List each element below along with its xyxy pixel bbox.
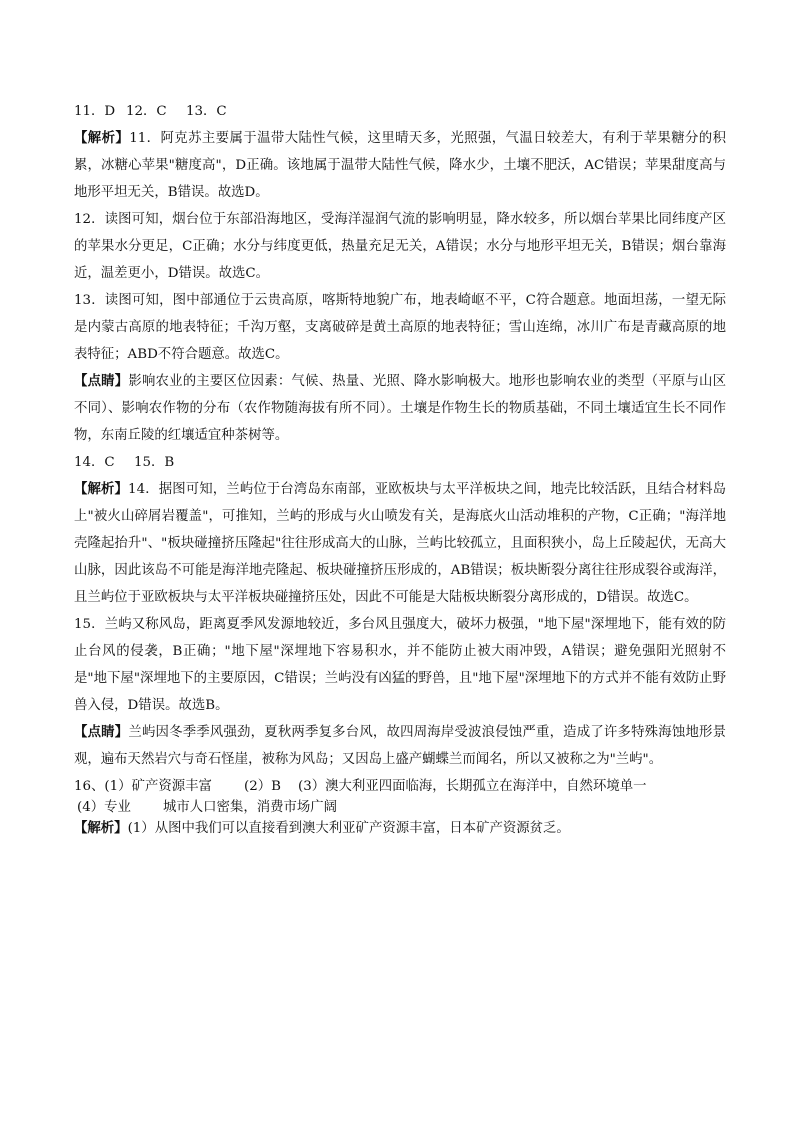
answer-16-4-reason: 城市人口密集，消费市场广阔	[163, 800, 338, 815]
answer-line-16b	[74, 797, 726, 818]
analysis-tag: 【解析】	[74, 820, 128, 836]
answer-16-4: (4）专业	[77, 800, 131, 815]
analysis-14: 【解析】14．据图可知，兰屿位于台湾岛东南部，亚欧板块与太平洋板块之间，地壳比较活跃，且结合材料岛上"被火山碎屑岩覆盖"，可推知，兰屿的形成与火山喷发有关，是海底火山活动堆积的产物，C正确；"海洋地壳隆起抬升"、"板块碰撞挤压隆起"往往形成高大的山脉，兰屿比较孤立，且面积狭小，岛上丘陵起伏，无高大山脉，因此该岛不可能是海洋地壳隆起、板块碰撞挤压形成的，AB错误；板块断裂分离往往形成裂谷或海洋，且兰屿位于亚欧板块与太平洋板块碰撞挤压处，因此不可能是大陆板块断裂分离形成的，D错误。故选C。	[74, 481, 726, 605]
answer-16-1: 16、(1）矿产资源丰富	[74, 779, 212, 794]
analysis-11: 【解析】11．阿克苏主要属于温带大陆性气候，这里晴天多，光照强，气温日较差大，有利于苹果糖分的积累，冰糖心苹果"糖度高"，D正确。该地属于温带大陆性气候，降水少，土壤不肥沃，AC错误；苹果甜度高与地形平坦无关，B错误。故选D。	[74, 130, 726, 200]
analysis-tag: 【解析】	[74, 481, 129, 497]
analysis-15: 15．兰屿又称风岛，距离夏季风发源地较近，多台风且强度大，破坏力极强，"地下屋"深埋地下，能有效的防止台风的侵袭，B正确；"地下屋"深埋地下容易积水，并不能防止被大雨冲毁，A错误；避免强阳光照射不是"地下屋"深埋地下的主要原因，C错误；兰屿没有凶猛的野兽，且"地下屋"深埋地下的方式并不能有效防止野兽入侵，D错误。故选B。	[74, 617, 726, 713]
note-11-13: 【点睛】影响农业的主要区位因素：气候、热量、光照、降水影响极大。地形也影响农业的类型（平原与山区不同）、影响农作物的分布（农作物随海拔有所不同）。土壤是作物生长的物质基础，不同土壤适宜生长不同作物，东南丘陵的红壤适宜种茶树等。	[74, 373, 727, 443]
answer-13: 13．C	[186, 104, 227, 119]
answer-11: 11．D	[74, 104, 116, 119]
analysis-13: 13．读图可知，图中部通位于云贵高原，喀斯特地貌广布，地表崎岖不平，C符合题意。地面坦荡，一望无际是内蒙古高原的地表特征；千沟万壑，支离破碎是黄土高原的地表特征；雪山连绵，冰川广布是青藏高原的地表特征；ABD不符合题意。故选C。	[74, 293, 726, 362]
answer-16-2: (2）B	[244, 779, 281, 794]
answer-12: 12．C	[126, 104, 167, 119]
answer-16-3: (3）澳大利亚四面临海，长期孤立在海洋中，自然环境单一	[298, 779, 647, 794]
answer-15: 15．B	[134, 455, 175, 470]
answer-line-11-13	[74, 98, 726, 125]
analysis-tag: 【解析】	[74, 130, 130, 146]
answer-line-14-15	[74, 449, 726, 476]
note-tag: 【点睛】	[74, 373, 129, 389]
note-tag: 【点睛】	[74, 724, 129, 740]
note-14-15: 【点睛】兰屿因冬季季风强劲，夏秋两季复多台风，故四周海岸受波浪侵蚀严重，造成了许多特殊海蚀地形景观，遍布天然岩穴与奇石怪崖，被称为风岛；又因岛上盛产蝴蝶兰而闻名，所以又被称之为"兰屿"。	[74, 724, 727, 767]
analysis-16: 【解析】(1）从图中我们可以直接看到澳大利亚矿产资源丰富，日本矿产资源贫乏。	[74, 820, 570, 836]
analysis-12: 12．读图可知，烟台位于东部沿海地区，受海洋湿润气流的影响明显，降水较多，所以烟台苹果比同纬度产区的苹果水分更足，C正确；水分与纬度更低，热量充足无关，A错误；水分与地形平坦无关，B错误；烟台靠海近，温差更小，D错误。故选C。	[74, 212, 726, 281]
answer-content	[74, 98, 726, 839]
answer-14: 14．C	[74, 455, 115, 470]
answer-line-16a	[74, 776, 726, 797]
